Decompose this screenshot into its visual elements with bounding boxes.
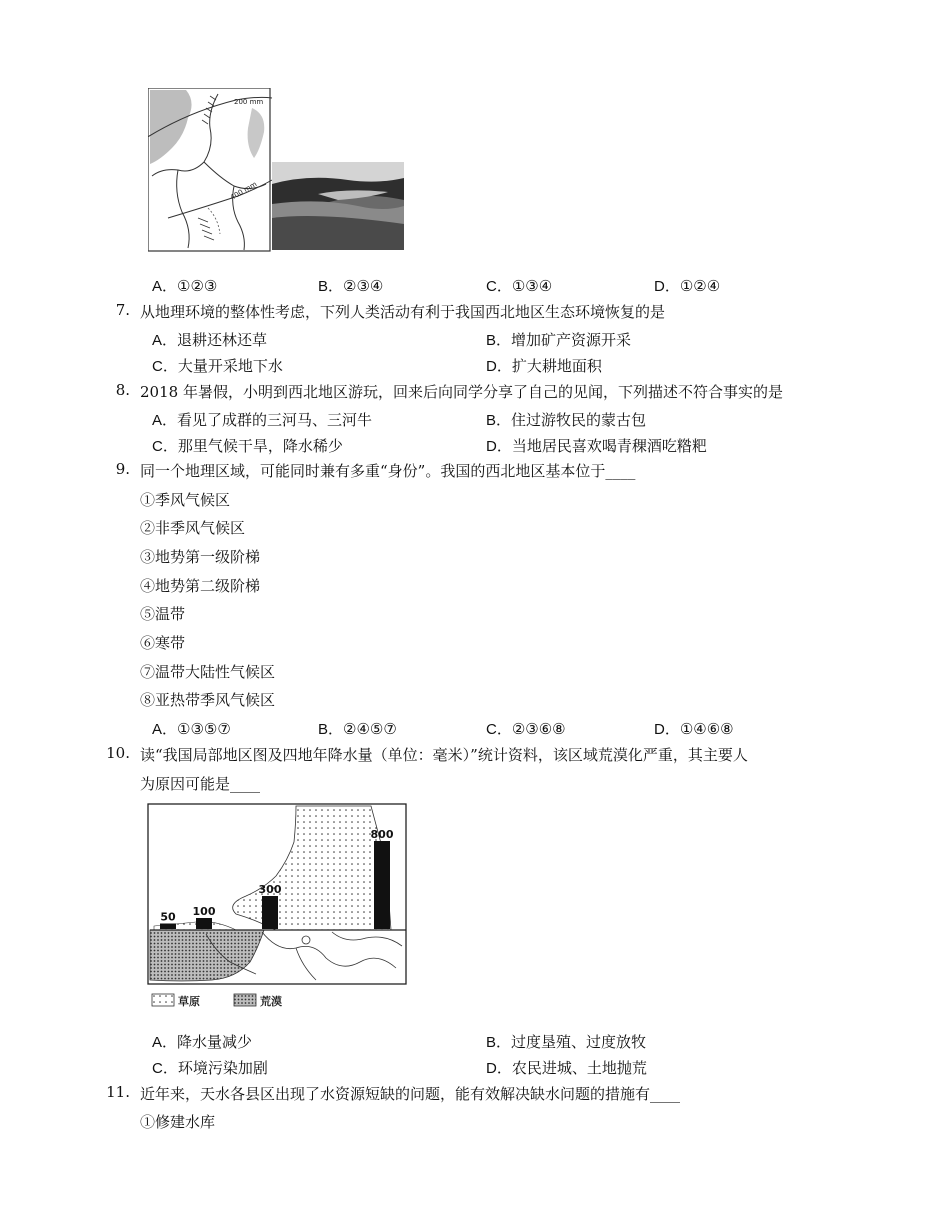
option-letter: D．: [486, 358, 512, 375]
option-text: 增加矿产资源开采: [511, 331, 632, 349]
isohyet-label-200: 200 mm: [234, 98, 264, 106]
q9-option-b[interactable]: [318, 718, 397, 739]
option-text: ②④⑤⑦: [343, 720, 397, 738]
q9-number: 9.: [115, 460, 130, 478]
option-text: 扩大耕地面积: [511, 357, 602, 375]
q9-item: ③地势第一级阶梯: [140, 548, 261, 566]
option-letter: C．: [152, 358, 178, 375]
q7-option-c[interactable]: [152, 355, 283, 376]
option-text: 环境污染加剧: [177, 1059, 268, 1077]
q9-option-a[interactable]: [152, 718, 231, 739]
legend-label-grassland: 草原: [178, 995, 200, 1008]
option-text: ①②③: [177, 277, 218, 295]
option-letter: B．: [486, 412, 512, 429]
option-letter: C．: [486, 721, 512, 738]
q6-option-b[interactable]: [318, 275, 383, 296]
precipitation-bar: [262, 896, 278, 929]
q9-item: ①季风气候区: [140, 491, 231, 509]
option-text: 住过游牧民的蒙古包: [511, 411, 647, 429]
option-text: 当地居民喜欢喝青稞酒吃糌粑: [511, 437, 707, 455]
option-letter: D．: [654, 278, 680, 295]
option-letter: A．: [152, 1034, 178, 1051]
q6-option-c[interactable]: [486, 275, 552, 296]
option-text: 农民进城、土地抛荒: [511, 1059, 647, 1077]
figure-precipitation-map: [146, 802, 408, 1014]
option-letter: A．: [152, 278, 178, 295]
q10-stem-line2: 为原因可能是____: [140, 775, 261, 793]
precipitation-bar-label: 300: [258, 883, 282, 896]
option-text: ②③⑥⑧: [511, 720, 566, 738]
river-landscape-photo: [272, 162, 404, 250]
q11-stem: 近年来，天水各县区出现了水资源短缺的问题，能有效解决缺水问题的措施有____: [140, 1085, 681, 1103]
option-text: 那里气候干旱，降水稀少: [177, 437, 343, 455]
regional-map-svg: [146, 802, 408, 1014]
legend-swatch-grassland: [152, 994, 174, 1006]
isohyet-label-400: 400 mm: [229, 180, 259, 202]
option-letter: D．: [654, 721, 680, 738]
precipitation-bar-label: 100: [192, 905, 216, 918]
q8-option-d[interactable]: [486, 435, 707, 456]
option-text: 降水量减少: [177, 1033, 253, 1051]
option-letter: C．: [152, 438, 178, 455]
q8-option-b[interactable]: [486, 409, 646, 430]
q10-option-a[interactable]: [152, 1031, 252, 1052]
option-letter: C．: [152, 1060, 178, 1077]
q11-number: 11.: [106, 1083, 130, 1101]
precipitation-bar-label: 50: [160, 910, 176, 924]
q9-item: ②非季风气候区: [140, 519, 246, 537]
figure-map-and-photo: [148, 88, 408, 253]
option-text: ①③⑤⑦: [177, 720, 231, 738]
q9-item: ⑦温带大陆性气候区: [140, 663, 276, 681]
q8-number: 8.: [115, 381, 130, 399]
q10-number: 10.: [106, 744, 130, 762]
option-text: ①④⑥⑧: [679, 720, 734, 738]
q10-option-b[interactable]: [486, 1031, 646, 1052]
q7-option-a[interactable]: [152, 329, 267, 350]
option-letter: C．: [486, 278, 512, 295]
legend-swatch-desert: [234, 994, 256, 1006]
option-letter: B．: [318, 278, 344, 295]
option-text: ①③④: [511, 277, 553, 295]
option-letter: B．: [486, 332, 512, 349]
precipitation-map: [148, 88, 408, 253]
option-letter: B．: [318, 721, 344, 738]
option-text: 大量开采地下水: [177, 357, 283, 375]
q6-option-a[interactable]: [152, 275, 217, 296]
option-letter: B．: [486, 1034, 512, 1051]
option-text: 过度垦殖、过度放牧: [511, 1033, 647, 1051]
legend-label-desert: 荒漠: [260, 995, 282, 1008]
q9-item: ④地势第二级阶梯: [140, 577, 261, 595]
q7-stem: 从地理环境的整体性考虑，下列人类活动有利于我国西北地区生态环境恢复的是: [140, 303, 666, 321]
q7-option-d[interactable]: [486, 355, 602, 376]
q7-number: 7.: [115, 301, 130, 319]
q9-item: ⑧亚热带季风气候区: [140, 691, 276, 709]
q7-option-b[interactable]: [486, 329, 631, 350]
option-letter: D．: [486, 438, 512, 455]
q8-stem: 2018 年暑假，小明到西北地区游玩，回来后向同学分享了自己的见闻，下列描述不符合事实的是: [140, 383, 783, 401]
precipitation-bar: [196, 918, 212, 929]
option-letter: A．: [152, 412, 178, 429]
q9-stem: 同一个地理区域，可能同时兼有多重“身份”。我国的西北地区基本位于____: [140, 462, 636, 480]
option-letter: A．: [152, 721, 178, 738]
option-text: 看见了成群的三河马、三河牛: [177, 411, 373, 429]
q9-option-c[interactable]: [486, 718, 566, 739]
option-text: 退耕还林还草: [177, 331, 268, 349]
q11-item: ①修建水库: [140, 1113, 216, 1131]
q9-item: ⑥寒带: [140, 634, 186, 652]
precipitation-bar: [374, 841, 390, 929]
q9-item: ⑤温带: [140, 605, 186, 623]
q6-option-d[interactable]: [654, 275, 720, 296]
option-text: ①②④: [679, 277, 721, 295]
q10-stem-line1: 读“我国局部地区图及四地年降水量（单位：毫米）”统计资料，该区域荒漠化严重，其主要人: [140, 746, 748, 764]
option-letter: D．: [486, 1060, 512, 1077]
q10-option-c[interactable]: [152, 1057, 268, 1078]
option-letter: A．: [152, 332, 178, 349]
q10-option-d[interactable]: [486, 1057, 647, 1078]
q8-option-c[interactable]: [152, 435, 343, 456]
precipitation-bar: [160, 924, 176, 930]
q9-option-d[interactable]: [654, 718, 734, 739]
precipitation-bar-label: 800: [370, 828, 394, 841]
option-text: ②③④: [343, 277, 384, 295]
q8-option-a[interactable]: [152, 409, 372, 430]
